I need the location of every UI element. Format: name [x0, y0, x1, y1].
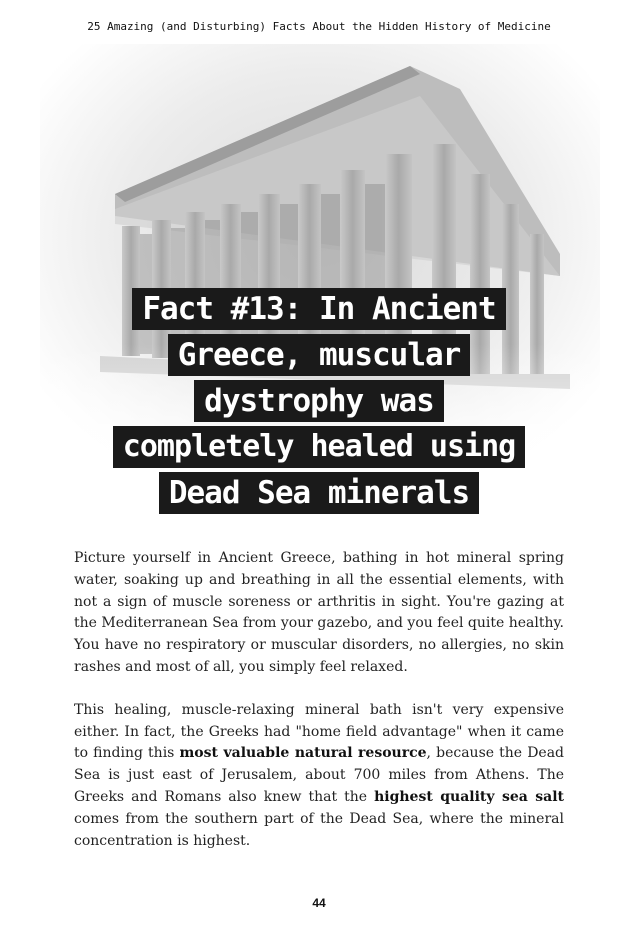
title-line-5: Dead Sea minerals: [159, 472, 479, 514]
bold-phrase-sea-salt: highest quality sea salt: [374, 788, 565, 805]
running-header: 25 Amazing (and Disturbing) Facts About the Hidden History of Medicine: [87, 20, 551, 33]
paragraph-2: [74, 700, 564, 853]
paragraph-2-text-c: , because the Dead Sea is just east of Jerusalem, about 700 miles from Athens. The Greeks and Romans also knew that the: [74, 745, 565, 805]
title-line-2: Greece, muscular: [168, 334, 471, 376]
paragraph-2-text-e: comes from the southern part of the Dead Sea, where the mineral concentration is highest.: [74, 810, 564, 849]
paragraph-2-text-a: This healing, muscle-relaxing mineral bath isn't very expensive either. In fact, the Greeks had "home field advantage" when it came to finding this: [74, 701, 564, 762]
paragraph-1: Picture yourself in Ancient Greece, bathing in hot mineral spring water, soaking up and breathing in all the essential elements, with not a sign of muscle soreness or arthritis in sight. You're gazing at the Mediterranean Sea from your gazebo, and you feel quite healthy. You have no respiratory or muscular disorders, no allergies, no skin rashes and most of all, you simply feel relaxed.: [74, 550, 564, 675]
title-line-3: dystrophy was: [194, 380, 444, 422]
title-line-4: completely healed using: [113, 426, 525, 468]
title-line-1: Fact #13: In Ancient: [132, 288, 505, 330]
bold-phrase-valuable-resource: most valuable natural resource: [179, 745, 427, 762]
fact-title: [0, 288, 638, 518]
page-number: 44: [312, 896, 326, 910]
body-text: [74, 548, 564, 873]
